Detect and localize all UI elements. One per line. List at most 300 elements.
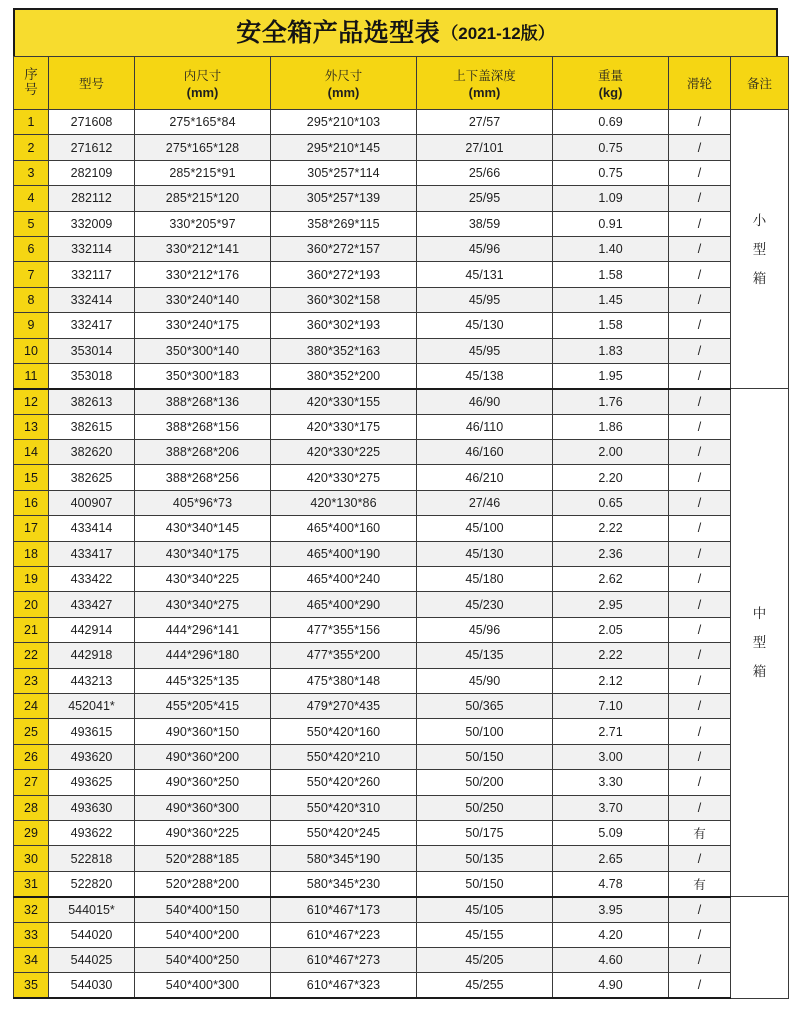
cell-inner-size-value: 388*268*206 [165, 445, 240, 460]
cell-lid-depth [417, 262, 553, 287]
cell-model [49, 668, 135, 693]
cell-seq [14, 693, 49, 718]
cell-seq [14, 719, 49, 744]
cell-wheel [669, 820, 731, 845]
cell-seq-value: 27 [24, 775, 38, 790]
cell-wheel-value: / [697, 953, 702, 968]
table-row [14, 973, 789, 998]
cell-lid-depth-value: 45/130 [465, 546, 504, 561]
cell-wheel [669, 897, 731, 922]
cell-lid-depth-value: 46/210 [465, 470, 504, 485]
table-row [14, 668, 789, 693]
cell-model [49, 440, 135, 465]
cell-inner-size [135, 871, 271, 896]
cell-seq [14, 363, 49, 388]
cell-seq-value: 7 [27, 267, 35, 282]
cell-wheel-value: / [697, 368, 702, 383]
table-title-banner [13, 8, 778, 56]
cell-wheel [669, 211, 731, 236]
cell-inner-size [135, 973, 271, 998]
cell-outer-size [271, 338, 417, 363]
cell-inner-size-value: 520*288*185 [165, 851, 240, 866]
cell-model-value: 442914 [70, 623, 113, 637]
column-header-outer-unit: (mm) [327, 85, 360, 100]
cell-weight-value: 0.75 [598, 140, 623, 155]
cell-wheel-value: / [697, 191, 702, 206]
cell-outer-size-value: 295*210*145 [306, 140, 381, 155]
cell-lid-depth-value: 50/100 [465, 724, 504, 739]
cell-model-value: 433427 [70, 597, 113, 612]
cell-weight [553, 693, 669, 718]
cell-model-value: 282109 [70, 165, 113, 180]
table-header [14, 57, 789, 110]
cell-model-value: 332417 [70, 318, 113, 333]
column-header-outer-label: 外尺寸 [324, 69, 363, 83]
cell-weight-value: 4.60 [598, 953, 623, 968]
cell-inner-size [135, 567, 271, 592]
cell-model [49, 846, 135, 871]
cell-model [49, 567, 135, 592]
cell-lid-depth-value: 50/150 [465, 749, 504, 764]
cell-wheel-value: / [697, 267, 702, 282]
cell-wheel [669, 693, 731, 718]
cell-weight-value: 3.70 [598, 800, 623, 815]
cell-weight-value: 7.10 [598, 699, 623, 714]
cell-lid-depth-value: 50/135 [465, 851, 504, 866]
table-row [14, 922, 789, 947]
cell-inner-size [135, 643, 271, 668]
cell-weight [553, 313, 669, 338]
cell-wheel [669, 719, 731, 744]
cell-lid-depth-value: 45/155 [465, 927, 504, 942]
note-group-char: 箱 [752, 270, 767, 286]
cell-outer-size-value: 475*380*148 [306, 673, 381, 688]
cell-wheel [669, 440, 731, 465]
cell-inner-size-value: 444*296*180 [165, 648, 240, 663]
cell-model-value: 353018 [70, 368, 113, 383]
cell-seq-value: 26 [24, 749, 38, 764]
cell-model-value: 271612 [70, 140, 113, 155]
cell-wheel [669, 846, 731, 871]
cell-seq [14, 414, 49, 439]
cell-seq [14, 541, 49, 566]
cell-lid-depth [417, 465, 553, 490]
cell-outer-size-value: 380*352*200 [306, 368, 381, 383]
cell-wheel [669, 643, 731, 668]
cell-inner-size-value: 405*96*73 [172, 496, 233, 511]
table-row [14, 947, 789, 972]
column-header-inner-size [135, 57, 271, 110]
cell-model-value: 382625 [70, 470, 113, 485]
cell-inner-size-value: 330*205*97 [169, 216, 236, 231]
cell-weight-value: 3.30 [598, 775, 623, 790]
cell-wheel [669, 363, 731, 388]
cell-inner-size-value: 540*400*250 [165, 953, 240, 968]
cell-model-value: 332414 [70, 292, 113, 307]
cell-model-value: 452041* [68, 699, 115, 714]
column-header-weight [553, 57, 669, 110]
cell-wheel [669, 236, 731, 261]
cell-inner-size [135, 744, 271, 769]
cell-lid-depth-value: 27/46 [468, 496, 501, 511]
cell-seq-value: 19 [24, 572, 38, 587]
cell-inner-size-value: 540*400*150 [165, 902, 240, 917]
cell-lid-depth [417, 516, 553, 541]
cell-seq [14, 973, 49, 998]
cell-seq-value: 6 [27, 242, 35, 257]
cell-seq-value: 12 [24, 394, 38, 409]
cell-seq [14, 820, 49, 845]
column-header-weight-label: 重量 [597, 69, 623, 83]
table-row [14, 440, 789, 465]
cell-weight [553, 871, 669, 896]
cell-outer-size [271, 465, 417, 490]
cell-weight [553, 846, 669, 871]
cell-seq [14, 160, 49, 185]
cell-inner-size [135, 820, 271, 845]
cell-outer-size [271, 110, 417, 135]
cell-outer-size [271, 744, 417, 769]
note-group-char: 小 [752, 212, 767, 228]
cell-model-value: 544015* [68, 902, 115, 917]
cell-lid-depth-value: 45/230 [465, 597, 504, 612]
cell-lid-depth [417, 973, 553, 998]
table-row [14, 262, 789, 287]
table-row [14, 820, 789, 845]
cell-outer-size-value: 295*210*103 [306, 115, 381, 130]
cell-lid-depth-value: 45/205 [465, 953, 504, 968]
cell-weight-value: 4.20 [598, 927, 623, 942]
cell-model [49, 973, 135, 998]
cell-weight-value: 1.58 [598, 318, 623, 333]
cell-lid-depth-value: 25/66 [468, 165, 501, 180]
cell-seq [14, 516, 49, 541]
cell-outer-size-value: 465*400*290 [306, 597, 381, 612]
cell-outer-size [271, 414, 417, 439]
table-row [14, 236, 789, 261]
cell-lid-depth [417, 490, 553, 515]
cell-weight-value: 1.45 [598, 292, 623, 307]
product-selection-table [13, 56, 789, 999]
cell-wheel-value: / [697, 572, 702, 587]
cell-model [49, 287, 135, 312]
cell-lid-depth [417, 693, 553, 718]
table-row [14, 313, 789, 338]
cell-model [49, 236, 135, 261]
cell-model [49, 135, 135, 160]
cell-weight-value: 1.86 [598, 419, 623, 434]
cell-weight [553, 262, 669, 287]
cell-wheel-value: / [697, 496, 702, 511]
cell-weight [553, 490, 669, 515]
table-row [14, 287, 789, 312]
cell-outer-size-value: 360*272*193 [306, 267, 381, 282]
cell-inner-size-value: 275*165*128 [165, 140, 240, 155]
column-header-note-label: 备注 [746, 77, 772, 91]
cell-inner-size [135, 947, 271, 972]
column-header-note [731, 57, 789, 110]
cell-seq [14, 389, 49, 414]
cell-inner-size [135, 414, 271, 439]
table-row [14, 795, 789, 820]
cell-seq [14, 592, 49, 617]
cell-outer-size [271, 389, 417, 414]
cell-lid-depth-value: 45/255 [465, 978, 504, 993]
cell-outer-size [271, 160, 417, 185]
cell-inner-size-value: 430*340*275 [165, 597, 240, 612]
cell-weight [553, 363, 669, 388]
cell-wheel [669, 389, 731, 414]
cell-seq [14, 846, 49, 871]
cell-lid-depth-value: 46/110 [465, 419, 504, 434]
cell-outer-size-value: 550*420*310 [306, 800, 381, 815]
cell-wheel [669, 262, 731, 287]
cell-inner-size [135, 795, 271, 820]
cell-seq-value: 11 [24, 368, 38, 383]
column-header-seq-line2: 号 [24, 82, 38, 97]
cell-weight [553, 592, 669, 617]
cell-lid-depth-value: 50/175 [465, 826, 504, 841]
table-row [14, 693, 789, 718]
cell-outer-size-value: 580*345*230 [306, 876, 381, 891]
cell-model [49, 770, 135, 795]
cell-outer-size-value: 360*302*193 [306, 318, 381, 333]
table-row [14, 592, 789, 617]
cell-wheel [669, 287, 731, 312]
cell-weight-value: 1.09 [598, 191, 623, 206]
cell-inner-size [135, 313, 271, 338]
cell-model [49, 414, 135, 439]
cell-outer-size-value: 550*420*260 [306, 775, 381, 790]
cell-seq [14, 668, 49, 693]
cell-seq-value: 32 [24, 902, 38, 917]
cell-outer-size [271, 770, 417, 795]
cell-outer-size [271, 922, 417, 947]
cell-seq-value: 1 [27, 115, 35, 130]
cell-lid-depth [417, 389, 553, 414]
cell-outer-size-value: 305*257*139 [306, 191, 381, 206]
cell-weight-value: 1.76 [598, 394, 623, 409]
cell-model-value: 522818 [70, 851, 113, 866]
cell-wheel [669, 922, 731, 947]
cell-weight-value: 2.71 [598, 724, 623, 739]
cell-lid-depth-value: 45/90 [468, 673, 501, 688]
cell-seq-value: 9 [27, 318, 35, 333]
cell-wheel-value: / [697, 292, 702, 307]
cell-wheel [669, 567, 731, 592]
cell-wheel-value: / [697, 623, 702, 637]
column-header-lid-depth [417, 57, 553, 110]
cell-lid-depth [417, 313, 553, 338]
cell-outer-size-value: 420*330*175 [306, 419, 381, 434]
cell-model [49, 643, 135, 668]
cell-model [49, 922, 135, 947]
cell-outer-size-value: 420*330*155 [306, 394, 381, 409]
table-row [14, 897, 789, 922]
cell-seq-value: 28 [24, 800, 38, 815]
cell-lid-depth-value: 27/57 [468, 115, 501, 130]
cell-seq [14, 338, 49, 363]
cell-wheel [669, 465, 731, 490]
cell-seq-value: 31 [24, 876, 38, 891]
cell-outer-size [271, 871, 417, 896]
cell-weight-value: 4.90 [598, 978, 623, 993]
cell-outer-size [271, 820, 417, 845]
table-row [14, 846, 789, 871]
cell-lid-depth [417, 110, 553, 135]
cell-outer-size-value: 465*400*160 [306, 521, 381, 536]
cell-lid-depth-value: 45/180 [465, 572, 504, 587]
cell-wheel-value: / [697, 521, 702, 536]
column-header-model [49, 57, 135, 110]
cell-seq-value: 15 [24, 470, 38, 485]
cell-weight-value: 2.22 [598, 521, 623, 536]
cell-inner-size-value: 330*212*176 [165, 267, 240, 282]
cell-outer-size [271, 490, 417, 515]
cell-seq [14, 871, 49, 896]
cell-lid-depth-value: 45/95 [468, 292, 501, 307]
cell-seq [14, 744, 49, 769]
cell-inner-size [135, 287, 271, 312]
column-header-wheel-label: 滑轮 [686, 77, 712, 91]
cell-weight-value: 2.05 [598, 623, 623, 637]
cell-outer-size-value: 358*269*115 [307, 216, 380, 231]
cell-seq-value: 24 [24, 699, 38, 714]
cell-lid-depth [417, 897, 553, 922]
cell-inner-size [135, 135, 271, 160]
cell-outer-size [271, 262, 417, 287]
cell-lid-depth-value: 50/200 [465, 775, 504, 790]
cell-lid-depth [417, 236, 553, 261]
cell-inner-size [135, 897, 271, 922]
cell-lid-depth [417, 414, 553, 439]
column-header-seq-line1: 序 [24, 67, 38, 83]
cell-note-group [731, 110, 789, 389]
cell-wheel-value: / [697, 216, 702, 231]
cell-outer-size-value: 477*355*200 [306, 648, 381, 663]
cell-wheel [669, 592, 731, 617]
cell-inner-size-value: 275*165*84 [169, 115, 236, 130]
cell-lid-depth-value: 50/150 [465, 876, 504, 891]
cell-wheel [669, 617, 731, 642]
column-header-wheel [669, 57, 731, 110]
cell-outer-size [271, 897, 417, 922]
cell-seq [14, 897, 49, 922]
cell-weight [553, 160, 669, 185]
cell-seq-value: 5 [27, 216, 35, 231]
cell-outer-size-value: 420*330*225 [306, 445, 381, 460]
cell-model [49, 160, 135, 185]
cell-outer-size [271, 643, 417, 668]
cell-model-value: 433414 [70, 521, 113, 536]
cell-model [49, 947, 135, 972]
cell-wheel-value: / [697, 597, 702, 612]
cell-wheel-value: / [697, 445, 702, 460]
column-header-outer-size [271, 57, 417, 110]
cell-lid-depth [417, 871, 553, 896]
cell-wheel-value: / [697, 673, 702, 688]
cell-outer-size-value: 580*345*190 [306, 851, 381, 866]
cell-wheel-value: / [697, 242, 702, 257]
cell-seq-value: 33 [24, 927, 38, 942]
column-header-depth-unit: (mm) [468, 85, 501, 100]
cell-weight [553, 744, 669, 769]
cell-seq [14, 186, 49, 211]
cell-inner-size [135, 363, 271, 388]
cell-lid-depth [417, 541, 553, 566]
cell-weight-value: 1.83 [598, 343, 623, 358]
cell-lid-depth [417, 567, 553, 592]
cell-lid-depth [417, 211, 553, 236]
cell-inner-size [135, 693, 271, 718]
cell-weight [553, 465, 669, 490]
cell-model-value: 382615 [70, 419, 113, 434]
cell-wheel-value: / [697, 699, 702, 714]
cell-inner-size [135, 668, 271, 693]
cell-wheel-value: / [697, 902, 702, 917]
cell-lid-depth-value: 46/160 [465, 445, 504, 460]
cell-seq-value: 14 [24, 445, 38, 460]
cell-seq [14, 110, 49, 135]
cell-model-value: 382620 [70, 445, 113, 460]
cell-inner-size-value: 490*360*225 [165, 826, 240, 841]
cell-wheel [669, 186, 731, 211]
cell-outer-size-value: 477*355*156 [306, 623, 381, 637]
cell-seq [14, 947, 49, 972]
cell-model-value: 522820 [70, 876, 113, 891]
cell-weight [553, 414, 669, 439]
cell-inner-size-value: 430*340*225 [165, 572, 240, 587]
cell-inner-size [135, 262, 271, 287]
cell-lid-depth [417, 922, 553, 947]
cell-wheel-value: / [697, 394, 702, 409]
table-row [14, 135, 789, 160]
table-row [14, 871, 789, 896]
cell-outer-size [271, 668, 417, 693]
cell-model-value: 493630 [70, 800, 113, 815]
cell-seq-value: 3 [27, 165, 35, 180]
cell-seq [14, 922, 49, 947]
cell-outer-size [271, 592, 417, 617]
cell-lid-depth-value: 25/95 [468, 191, 501, 206]
table-row [14, 744, 789, 769]
cell-model-value: 443213 [70, 673, 113, 688]
table-row [14, 516, 789, 541]
cell-weight [553, 617, 669, 642]
cell-seq [14, 313, 49, 338]
cell-outer-size [271, 693, 417, 718]
cell-outer-size-value: 550*420*210 [306, 749, 381, 764]
cell-model-value: 544030 [70, 978, 113, 993]
cell-wheel [669, 490, 731, 515]
cell-wheel [669, 795, 731, 820]
cell-model [49, 541, 135, 566]
cell-weight [553, 947, 669, 972]
cell-lid-depth [417, 820, 553, 845]
cell-wheel [669, 516, 731, 541]
cell-inner-size-value: 350*300*183 [165, 368, 240, 383]
cell-model [49, 338, 135, 363]
cell-wheel [669, 338, 731, 363]
cell-weight [553, 820, 669, 845]
cell-outer-size [271, 440, 417, 465]
cell-seq-value: 34 [24, 953, 38, 968]
cell-inner-size-value: 350*300*140 [165, 343, 240, 358]
cell-inner-size-value: 430*340*145 [165, 521, 240, 536]
cell-model [49, 211, 135, 236]
cell-model-value: 493620 [70, 749, 113, 764]
cell-wheel-value: / [697, 318, 702, 333]
